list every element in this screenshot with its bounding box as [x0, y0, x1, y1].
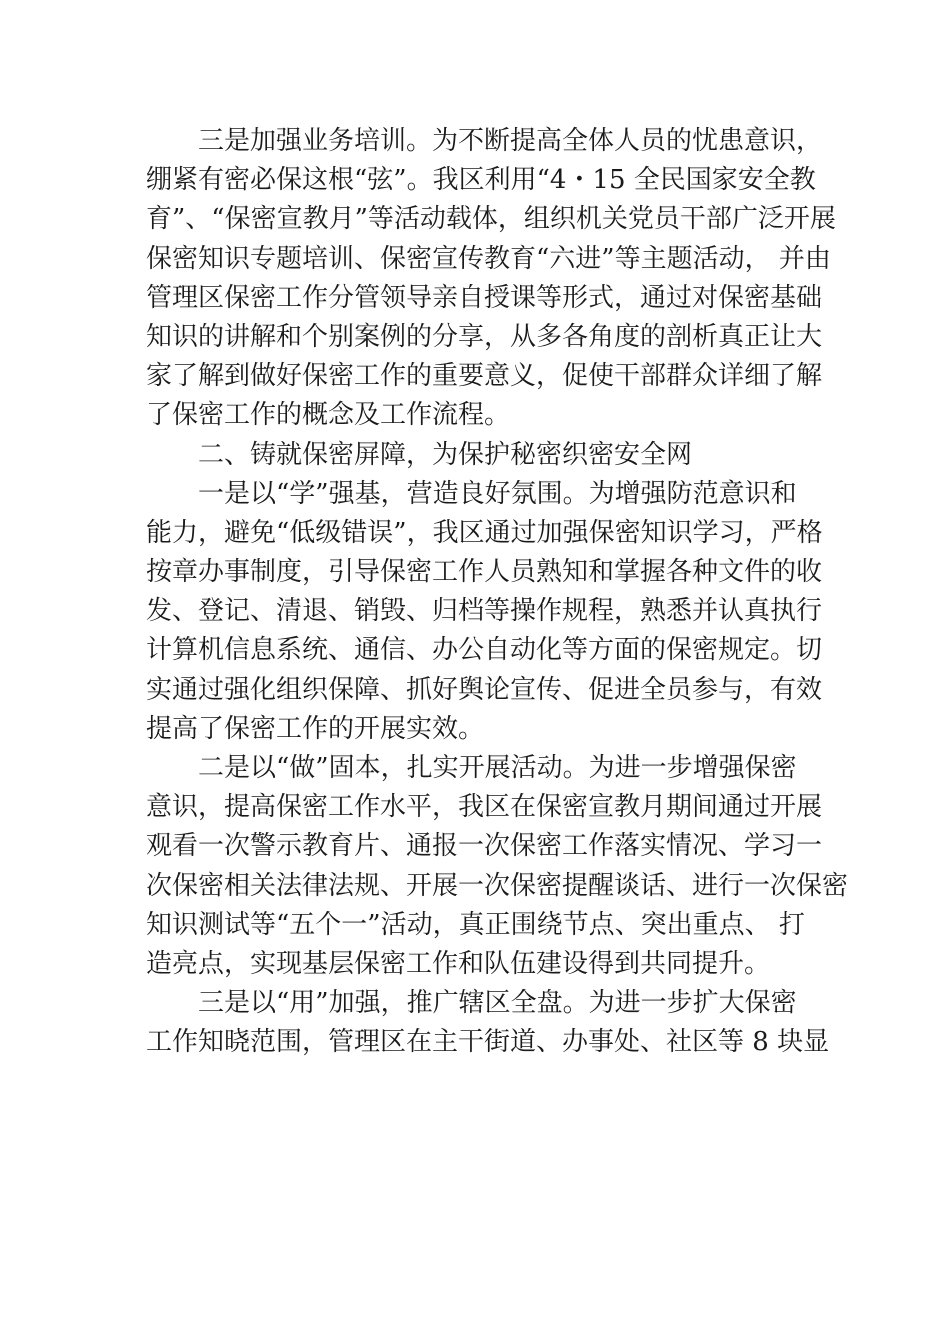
text-line: 工作知晓范围，管理区在主干街道、办事处、社区等 8 块显 [146, 1027, 830, 1058]
document-body [146, 122, 849, 1063]
text-line: 提高了保密工作的开展实效。 [146, 713, 485, 744]
text-line: 育”、“保密宣教月”等活动载体，组织机关党员干部广泛开展 [146, 204, 836, 235]
text-line: 能力，避免“低级错误”，我区通过加强保密知识学习，严格 [146, 517, 823, 548]
text-line: 三是以“用”加强，推广辖区全盘。为进一步扩大保密 [198, 988, 797, 1019]
text-line: 绷紧有密必保这根“弦”。我区利用“4・15 全民国家安全教 [146, 165, 816, 196]
text-line: 发、登记、清退、销毁、归档等操作规程，熟悉并认真执行 [146, 596, 823, 627]
text-line: 管理区保密工作分管领导亲自授课等形式，通过对保密基础 [146, 282, 823, 313]
text-line: 次保密相关法律法规、开展一次保密提醒谈话、进行一次保密 [146, 870, 849, 901]
text-line: 家了解到做好保密工作的重要意义，促使干部群众详细了解 [146, 361, 823, 392]
text-line: 计算机信息系统、通信、办公自动化等方面的保密规定。切 [146, 635, 823, 666]
text-line: 知识测试等“五个一”活动，真正围绕节点、突出重点、 打 [146, 909, 805, 940]
text-line: 保密知识专题培训、保密宣传教育“六进”等主题活动， 并由 [146, 243, 831, 274]
text-line: 造亮点，实现基层保密工作和队伍建设得到共同提升。 [146, 948, 771, 979]
text-line: 了保密工作的概念及工作流程。 [146, 400, 511, 431]
text-line: 观看一次警示教育片、通报一次保密工作落实情况、学习一 [146, 831, 823, 862]
text-line: 知识的讲解和个别案例的分享，从多各角度的剖析真正让大 [146, 321, 823, 352]
text-line: 三是加强业务培训。为不断提高全体人员的忧患意识， [198, 126, 823, 156]
text-line: 实通过强化组织保障、抓好舆论宣传、促进全员参与，有效 [146, 674, 823, 705]
text-line: 一是以“学”强基，营造良好氛围。为增强防范意识和 [198, 478, 797, 509]
section-heading: 二、铸就保密屏障，为保护秘密织密安全网 [198, 439, 693, 470]
text-line: 二是以“做”固本，扎实开展活动。为进一步增强保密 [198, 753, 797, 783]
text-line: 意识，提高保密工作水平，我区在保密宣教月期间通过开展 [146, 792, 823, 823]
text-line: 按章办事制度，引导保密工作人员熟知和掌握各种文件的收 [146, 557, 823, 588]
